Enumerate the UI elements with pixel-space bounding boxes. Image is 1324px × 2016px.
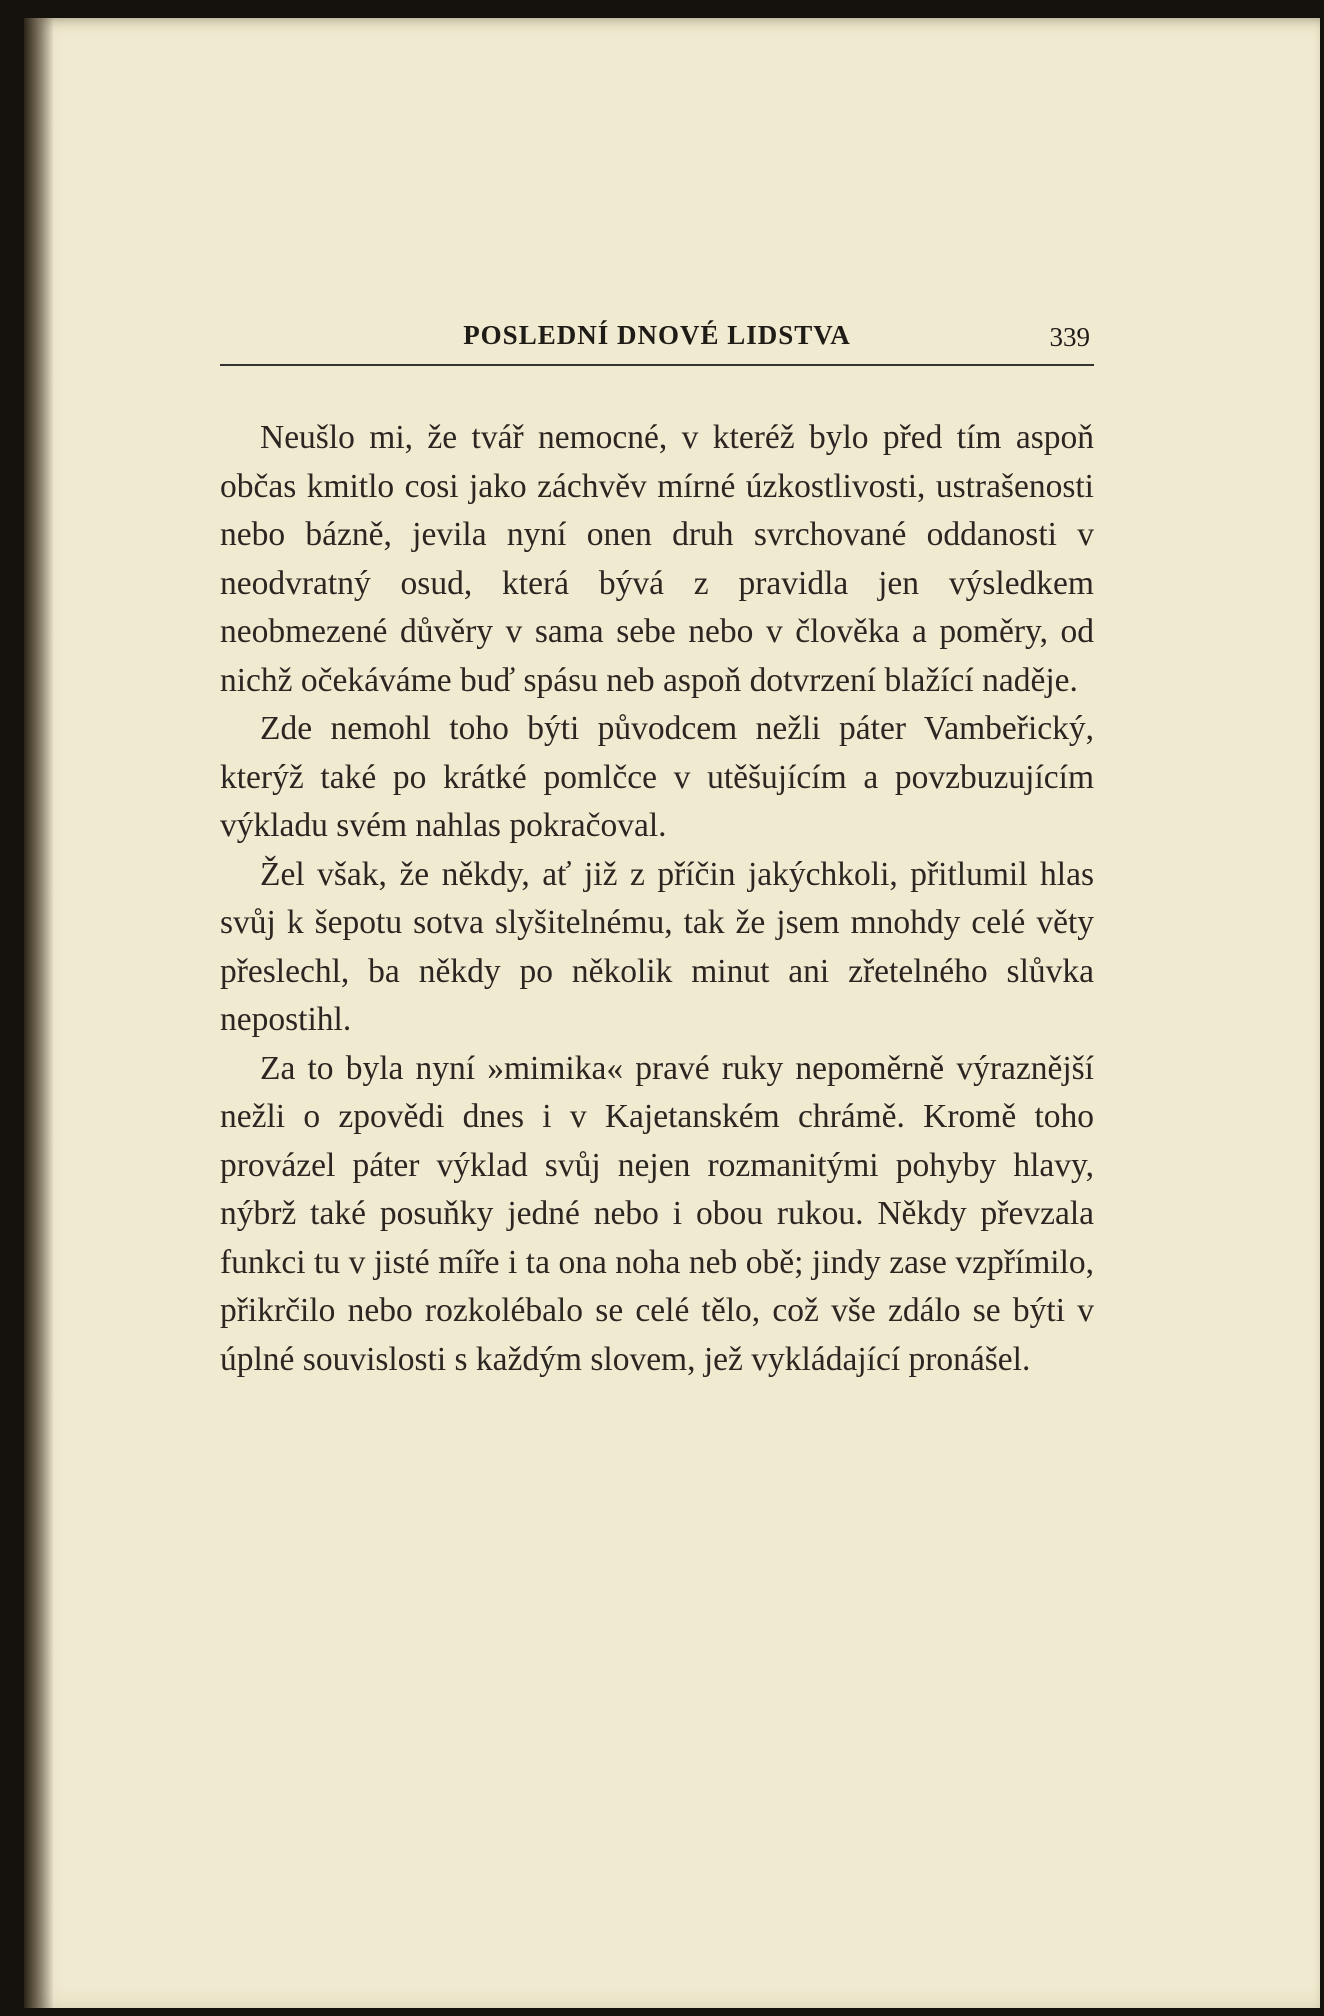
running-title: POSLEDNÍ DNOVÉ LIDSTVA: [463, 320, 851, 350]
running-header: [220, 308, 1094, 366]
paragraph-1: Neušlo mi, že tvář nemocné, v kteréž bylo před tím aspoň občas kmitlo cosi jako záchvěv mírné úzkostlivosti, ustrašenosti nebo bázně, jevila nyní onen druh svrchované oddanosti v neodvratný osud, která bývá z pravidla jen výsledkem neobmezené důvěry v sama sebe nebo v člověka a poměry, od nichž očekáváme buď spásu neb aspoň dotvrzení blažící naděje.: [220, 419, 1094, 699]
paragraph-4: Za to byla nyní »mimika« pravé ruky nepoměrně výraznější nežli o zpovědi dnes i v Kajetanském chrámě. Kromě toho provázel páter výklad svůj nejen rozmanitými pohyby hlavy, nýbrž také posuňky jedné nebo i obou rukou. Někdy převzala funkci tu v jisté míře i ta ona noha neb obě; jindy zase vzpřímilo, přikrčilo nebo rozkolébalo se celé tělo, což vše zdálo se býti v úplné souvislosti s každým slovem, jež vykládající pronášel.: [220, 1049, 1094, 1378]
body-text: [220, 414, 1094, 1384]
paragraph-3: Žel však, že někdy, ať již z příčin jakýchkoli, přitlumil hlas svůj k šepotu sotva slyšitelnému, tak že jsem mnohdy celé věty přeslechl, ba někdy po několik minut ani zřetelného slůvka nepostihl.: [220, 855, 1094, 1038]
page-number: 339: [1049, 322, 1090, 352]
book-spine-shadow: [24, 18, 54, 2008]
book-page: [24, 18, 1320, 2008]
paragraph-2: Zde nemohl toho býti původcem nežli páter Vambeřický, kterýž také po krátké pomlčce v utěšujícím a povzbuzujícím výkladu svém nahlas pokračoval.: [220, 710, 1094, 844]
